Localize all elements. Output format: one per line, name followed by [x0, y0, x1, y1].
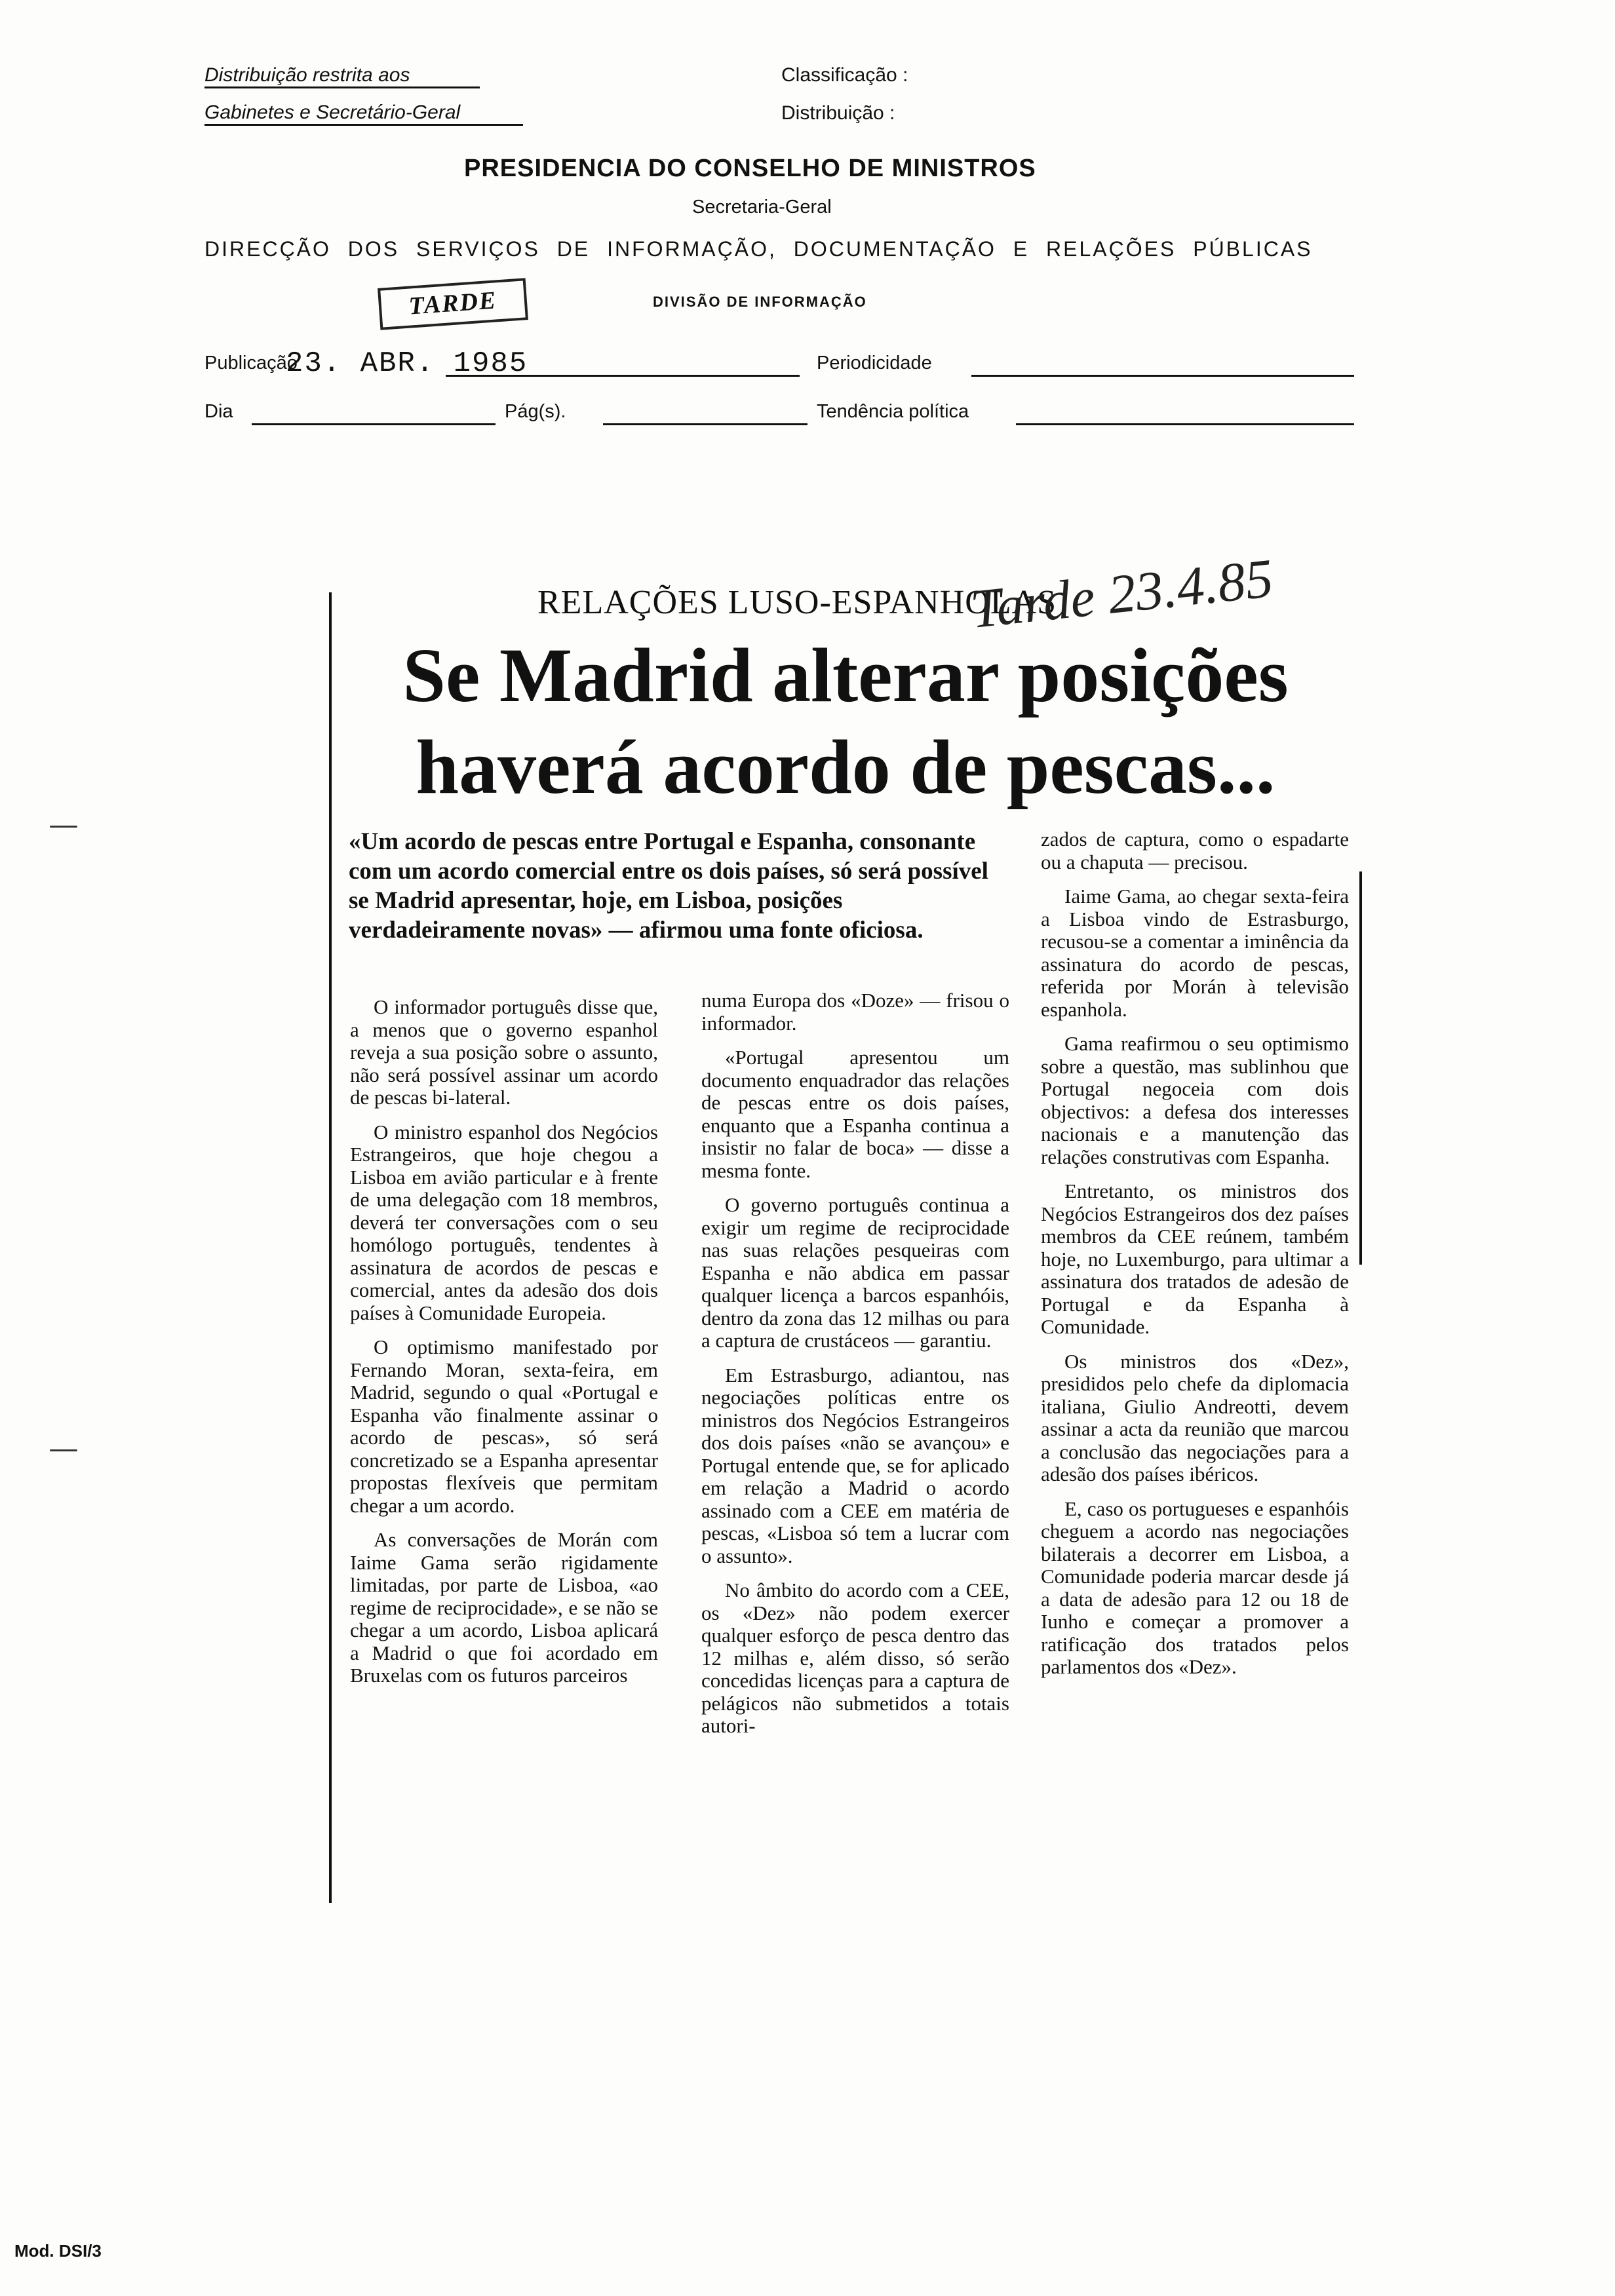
column-2-paragraph-5: No âmbito do acordo com a CEE, os «Dez» não podem exercer qualquer esforço de pesca dentro das 12 milhas e, além disso, só serão concedidas licenças para a captura de pelágicos não submetidos a totais autori-	[701, 1578, 1009, 1737]
classification-label: Classificação :	[781, 64, 908, 86]
distribution-restriction-line1: Distribuição restrita aos	[204, 64, 480, 88]
column-2-paragraph-4: Em Estrasburgo, adiantou, nas negociações políticas entre os ministros dos Negócios Estrangeiros dos dois países «não se avançou» e Portugal entende que, se for aplicado em relação a Madrid o acordo assinado com a CEE em matéria de pescas, «Lisboa só tem a lucrar com o assunto».	[701, 1363, 1009, 1567]
division-label: DIVISÃO DE INFORMAÇÃO	[653, 294, 867, 310]
column-2-paragraph-2: «Portugal apresentou um documento enquadrador das relações de pescas entre os dois países, enquanto que a Espanha continua a insistir no falar de boca» — disse a mesma fonte.	[701, 1046, 1009, 1182]
binder-mark-bottom	[50, 1449, 77, 1451]
article-column-1	[350, 996, 658, 1699]
column-1-paragraph-1: O informador português disse que, a menos que o governo espanhol reveja a sua posição sobre o assunto, não será possível assinar um acordo de pescas bi-lateral.	[350, 995, 658, 1109]
tendency-underline	[1016, 423, 1354, 425]
day-underline	[252, 423, 496, 425]
page-subtitle: Secretaria-Geral	[692, 197, 832, 218]
page-title: PRESIDENCIA DO CONSELHO DE MINISTROS	[464, 155, 1036, 182]
article-headline-line2: haverá acordo de pescas...	[416, 724, 1275, 810]
clipping-right-border	[1359, 871, 1362, 1265]
column-2-paragraph-1: numa Europa dos «Doze» — frisou o informador.	[701, 989, 1009, 1035]
article-kicker: RELAÇÕES LUSO-ESPANHOLAS	[537, 584, 1057, 621]
form-code: Mod. DSI/3	[14, 2241, 102, 2261]
column-2-paragraph-3: O governo português continua a exigir um regime de reciprocidade nas suas relações pesqueiras com Espanha e não abdica em passar qualquer licença a barcos espanhóis, dentro da zona das 12 milhas ou para a captura de crustáceos — garantiu.	[701, 1193, 1009, 1352]
column-3-paragraph-4: Entretanto, os ministros dos Negócios Estrangeiros dos dez países membros da CEE reúnem, também hoje, no Luxemburgo, para ultimar a assinatura dos tratados de adesão de Portugal e da Espanha à Comunidade.	[1041, 1179, 1349, 1338]
column-1-paragraph-4: As conversações de Morán com Iaime Gama serão rigidamente limitadas, por parte de Lisboa, «ao regime de reciprocidade», e se não se chegar a um acordo, Lisboa aplicará a Madrid o que foi acordado em Bruxelas com os futuros parceiros	[350, 1528, 658, 1687]
pages-underline	[603, 423, 808, 425]
column-3-paragraph-5: Os ministros dos «Dez», presididos pelo chefe da diplomacia italiana, Giulio Andreotti, devem assinar a acta da reunião que marcou a conclusão das negociações para a adesão dos países ibéricos.	[1041, 1349, 1349, 1485]
day-label: Dia	[204, 401, 233, 422]
article-column-3	[1041, 828, 1349, 1691]
periodicity-label: Periodicidade	[817, 353, 932, 373]
distribution-restriction-line2: Gabinetes e Secretário-Geral	[204, 102, 523, 126]
column-1-paragraph-2: O ministro espanhol dos Negócios Estrangeiros, que hoje chegou a Lisboa em avião particular e à frente de uma delegação com 18 membros, deverá ter conversações com o seu homólogo português, tendentes à assinatura de acordos de pescas e comercial, antes da adesão dos dois países à Comunidade Europeia.	[350, 1120, 658, 1324]
column-1-paragraph-3: O optimismo manifestado por Fernando Moran, sexta-feira, em Madrid, segundo o qual «Portugal e Espanha vão finalmente assinar o acordo de pescas», só será concretizado se a Espanha apresentar propostas flexíveis que permitam chegar a um acordo.	[350, 1335, 658, 1517]
article-headline-line1: Se Madrid alterar posições	[402, 632, 1289, 718]
publication-label: Publicação	[204, 353, 298, 373]
newspaper-stamp: TARDE	[378, 278, 528, 330]
article-column-2	[701, 989, 1009, 1750]
directorate-line: DIRECÇÃO DOS SERVIÇOS DE INFORMAÇÃO, DOCUMENTAÇÃO E RELAÇÕES PÚBLICAS	[204, 237, 1313, 261]
column-3-paragraph-3: Gama reafirmou o seu optimismo sobre a questão, mas sublinhou que Portugal negoceia com dois objectivos: a defesa dos interesses nacionais e a manutenção das relações construtivas com Espanha.	[1041, 1032, 1349, 1168]
distribution-label: Distribuição :	[781, 102, 895, 124]
binder-mark-top	[50, 826, 77, 828]
publication-underline	[446, 375, 800, 377]
handwritten-note: Tarde 23.4.85	[967, 548, 1276, 640]
periodicity-underline	[971, 375, 1354, 377]
tendency-label: Tendência política	[817, 401, 969, 422]
column-3-paragraph-2: Iaime Gama, ao chegar sexta-feira a Lisboa vindo de Estrasburgo, recusou-se a comentar a iminência da assinatura do acordo de pescas, referida por Morán à televisão espanhola.	[1041, 885, 1349, 1021]
column-3-paragraph-1: zados de captura, como o espadarte ou a chaputa — precisou.	[1041, 828, 1349, 873]
pages-label: Pág(s).	[505, 401, 566, 422]
article-lede: «Um acordo de pescas entre Portugal e Espanha, consonante com um acordo comercial entre os dois países, só será possível se Madrid apresentar, hoje, em Lisboa, posições verdadeiramente novas» — afirmou uma fonte oficiosa.	[349, 828, 988, 944]
publication-date-stamp: 23. ABR. 1985	[286, 347, 528, 380]
clipping-left-border	[329, 592, 332, 1903]
column-3-paragraph-6: E, caso os portugueses e espanhóis cheguem a acordo nas negociações bilaterais a decorrer em Lisboa, a Comunidade poderia marcar desde já a data de adesão para 12 ou 18 de Iunho e começar a promover a ratificação dos tratados pelos parlamentos dos «Dez».	[1041, 1497, 1349, 1678]
